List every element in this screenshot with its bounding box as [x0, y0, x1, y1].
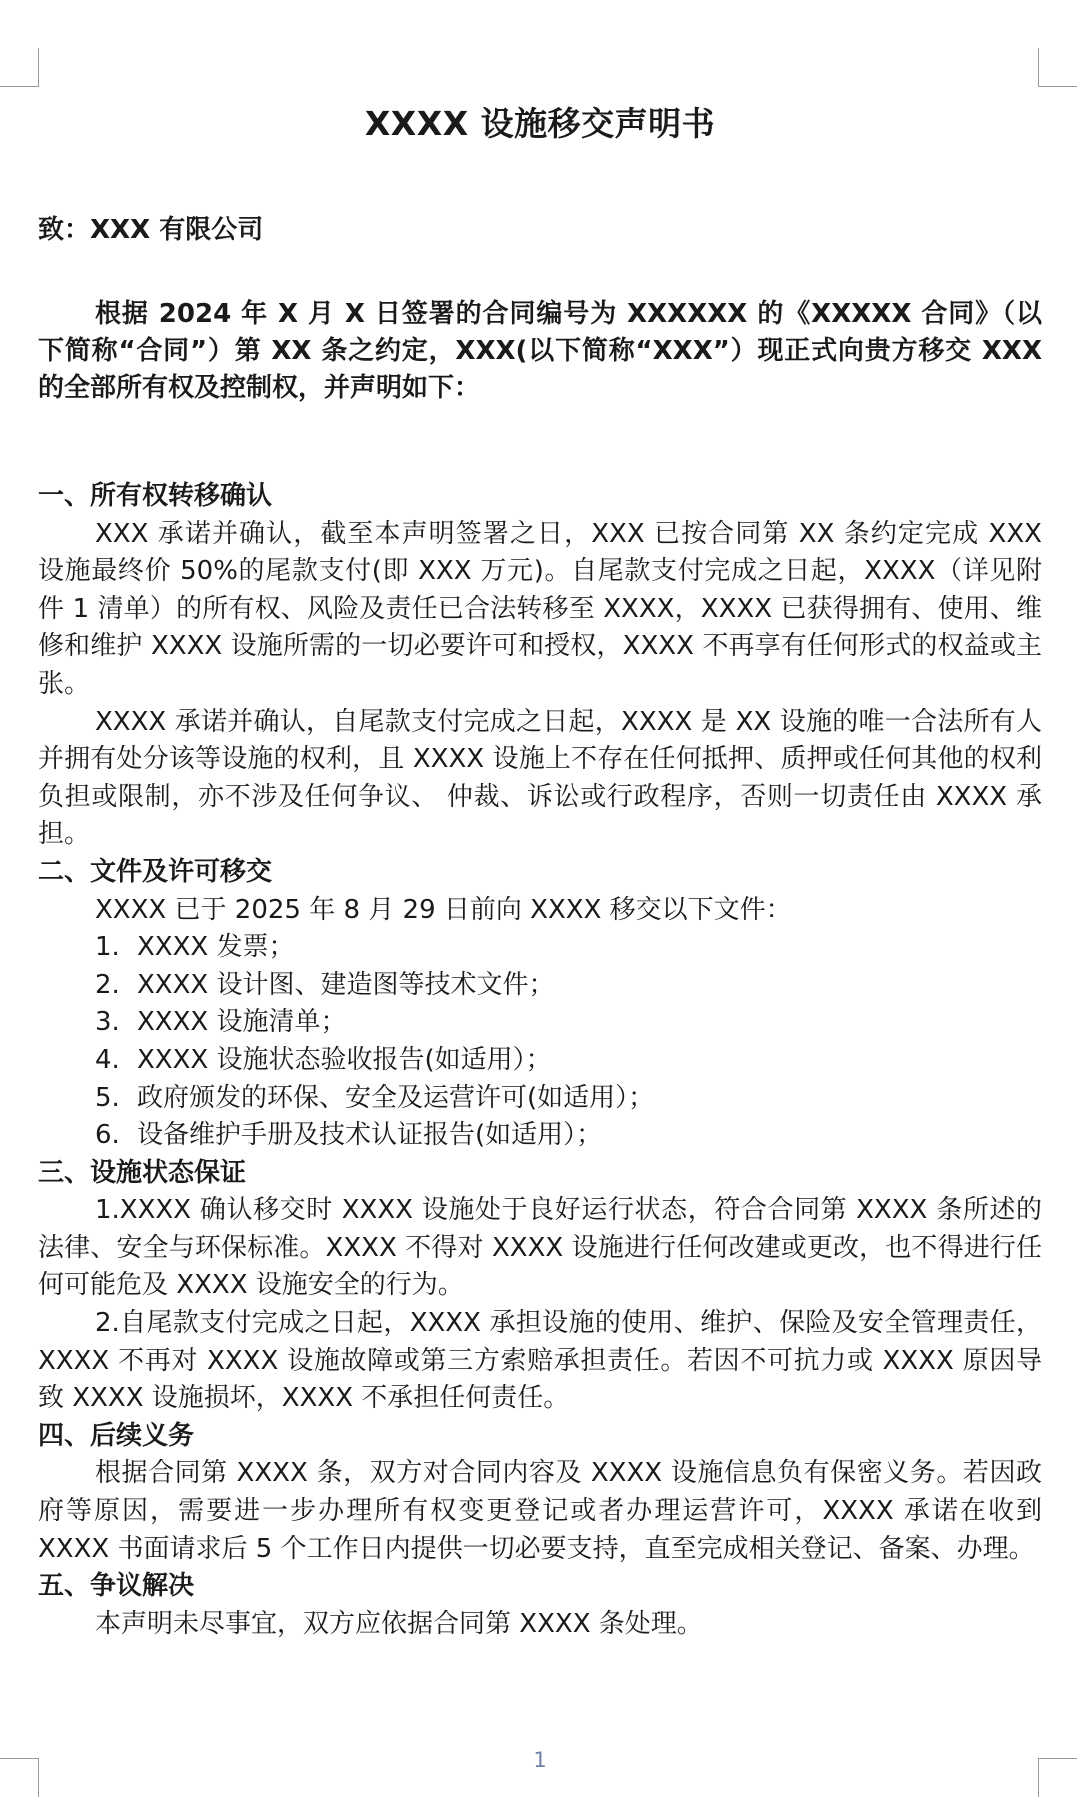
paragraph: 本声明未尽事宜，双方应依据合同第 XXXX 条处理。 [95, 1608, 703, 1639]
list-item [38, 929, 1042, 967]
list-item-text: XXXX 设计图、建造图等技术文件； [137, 969, 555, 1000]
paragraph: XXXX 已于 2025 年 8 月 29 日前向 XXXX 移交以下文件： [95, 894, 792, 925]
list-item-number: 2. [95, 969, 120, 1000]
list-item [38, 1080, 1042, 1118]
list-item-text: 设备维护手册及技术认证报告(如适用）； [137, 1120, 603, 1151]
list-item-number: 4. [95, 1044, 120, 1075]
section-heading-condition: 三、设施状态保证 [38, 1157, 247, 1188]
list-item-text: XXXX 设施清单； [137, 1007, 347, 1038]
crop-mark-top-left [0, 48, 39, 87]
document-title: XXXX 设施移交声明书 [364, 104, 716, 143]
list-item [38, 967, 1042, 1005]
list-item-number: 5. [95, 1082, 120, 1113]
paragraph: XXX 承诺并确认，截至本声明签署之日，XXX 已按合同第 XX 条约定完成 XXX 设施最终价 50%的尾款支付(即 XXX 万元)。自尾款支付完成之日起，XXXX（详见附件 1 清单）的所有权、风险及责任已合法转移至 XXXX，XXXX 已获得拥有、使用、维修和维护 XXXX 设施所需的一切必要许可和授权，XXXX 不再享有任何形式的权益或主张。 [38, 518, 1042, 699]
list-item-text: 政府颁发的环保、安全及运营许可(如适用）； [137, 1082, 655, 1113]
list-item-number: 3. [95, 1007, 120, 1038]
list-item-number: 1. [95, 932, 120, 963]
intro-paragraph: 根据 2024 年 X 月 X 日签署的合同编号为 XXXXXX 的《XXXXX 合同》（以下简称“合同”）第 XX 条之约定，XXX(以下简称“XXX”）现正式向贵方移交 XXX 的全部所有权及控制权，并声明如下： [38, 299, 1042, 403]
document-body [38, 478, 1042, 1643]
recipient-line: 致：XXX 有限公司 [38, 215, 264, 245]
list-item [38, 1117, 1042, 1155]
list-item-text: XXXX 发票； [137, 932, 295, 963]
section-heading-documents: 二、文件及许可移交 [38, 856, 273, 887]
paragraph: 1.XXXX 确认移交时 XXXX 设施处于良好运行状态，符合合同第 XXXX 条所述的法律、安全与环保标准。XXXX 不得对 XXXX 设施进行任何改建或更改，也不得进行任何可能危及 XXXX 设施安全的行为。 [38, 1195, 1042, 1301]
list-item-text: XXXX 设施状态验收报告(如适用）； [137, 1044, 552, 1075]
section-heading-ownership: 一、所有权转移确认 [38, 481, 273, 511]
section-heading-obligations: 四、后续义务 [38, 1420, 195, 1451]
page-number: 1 [533, 1748, 547, 1772]
paragraph: 根据合同第 XXXX 条，双方对合同内容及 XXXX 设施信息负有保密义务。若因政府等原因，需要进一步办理所有权变更登记或者办理运营许可，XXXX 承诺在收到 XXXX 书面请求后 5 个工作日内提供一切必要支持，直至完成相关登记、备案、办理。 [38, 1458, 1042, 1564]
list-item-number: 6. [95, 1120, 120, 1151]
document-list [38, 929, 1042, 1155]
list-item [38, 1004, 1042, 1042]
paragraph: XXXX 承诺并确认，自尾款支付完成之日起，XXXX 是 XX 设施的唯一合法所有人并拥有处分该等设施的权利，且 XXXX 设施上不存在任何抵押、质押或任何其他的权利负担或限制，亦不涉及任何争议、 仲裁、诉讼或行政程序，否则一切责任由 XXXX 承担。 [38, 706, 1042, 850]
section-heading-dispute: 五、争议解决 [38, 1571, 195, 1602]
crop-mark-top-right [1038, 48, 1077, 87]
paragraph: 2.自尾款支付完成之日起，XXXX 承担设施的使用、维护、保险及安全管理责任，XXXX 不再对 XXXX 设施故障或第三方索赔承担责任。若因不可抗力或 XXXX 原因导致 XXXX 设施损坏，XXXX 不承担任何责任。 [38, 1308, 1042, 1414]
list-item [38, 1042, 1042, 1080]
